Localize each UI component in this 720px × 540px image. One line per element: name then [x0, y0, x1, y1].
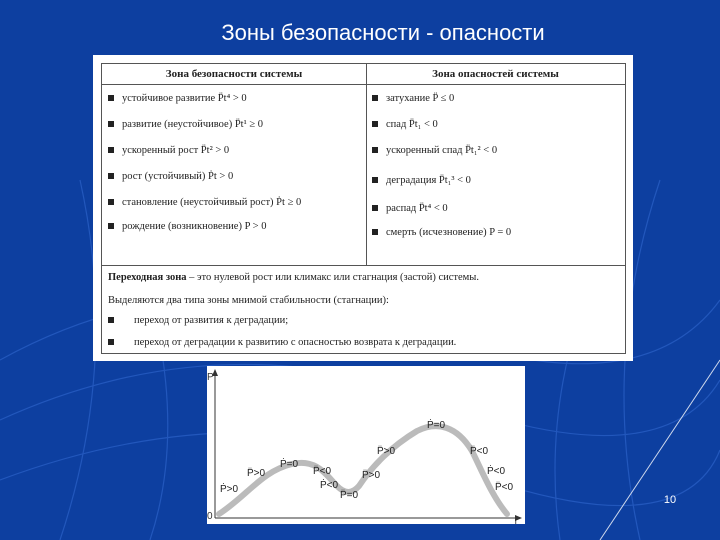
curve-label: P̈=0 [340, 490, 359, 501]
bullet-icon [372, 177, 378, 183]
curve-label: Ṗ<0 [320, 480, 339, 491]
transition-zone-line: Переходная зона – это нулевой рост или климакс или стагнация (застой) системы. [108, 272, 479, 283]
page-number: 10 [663, 494, 677, 506]
curve-label: Ṗ<0 [487, 466, 506, 477]
bullet-icon [108, 223, 114, 229]
safety-item: устойчивое развитие P̈t⁴ > 0 [102, 88, 247, 110]
bullet-icon [108, 317, 114, 323]
curve-label: P̈>0 [247, 468, 266, 479]
table-panel [93, 55, 633, 361]
curve-label: P̈<0 [495, 482, 514, 493]
row-divider [102, 265, 625, 266]
curve-label: Ṗ=0 [280, 459, 299, 470]
y-axis-label: P [207, 372, 214, 383]
header-safety-zone: Зона безопасности системы [102, 64, 366, 85]
safety-item: ускоренный рост P̈t² > 0 [102, 140, 229, 162]
bullet-icon [108, 199, 114, 205]
stability-text: Выделяются два типа зоны мнимой стабильности (стагнации): [108, 295, 389, 306]
safety-item: становление (неустойчивый рост) Ṗt ≥ 0 [102, 192, 301, 214]
bullet-icon [108, 339, 114, 345]
danger-item: ускоренный спад P̈t₁² < 0 [366, 140, 497, 162]
safety-item: рост (устойчивый) Ṗt > 0 [102, 166, 233, 188]
header-danger-zone: Зона опасностей системы [366, 64, 625, 85]
x-axis-label: T [513, 516, 519, 524]
graph-svg [207, 366, 525, 524]
bullet-icon [372, 95, 378, 101]
bullet-icon [372, 147, 378, 153]
curve-label: P̈>0 [377, 446, 396, 457]
curve-label: Ṗ>0 [220, 484, 239, 495]
danger-item: спад P̈t₁ < 0 [366, 114, 438, 136]
origin-label: 0 [207, 511, 213, 522]
safety-item: развитие (неустойчивое) P̈t¹ ≥ 0 [102, 114, 263, 136]
curve-label: P̈<0 [313, 466, 332, 477]
bullet-icon [108, 95, 114, 101]
bullet-icon [372, 121, 378, 127]
stability-item: переход от деградации к развитию с опасностью возврата к деградации. [102, 332, 456, 354]
transition-title: Переходная зона [108, 272, 187, 283]
development-graph [207, 366, 525, 524]
curve-label: P̈>0 [362, 470, 381, 481]
stability-item: переход от развития к деградации; [102, 310, 288, 332]
bullet-icon [108, 147, 114, 153]
safety-table [101, 63, 626, 354]
bullet-icon [108, 173, 114, 179]
bullet-icon [108, 121, 114, 127]
danger-item: распад P̈t⁴ < 0 [366, 198, 448, 220]
safety-item: рождение (возникновение) P > 0 [102, 216, 266, 238]
curve-label: Ṗ=0 [427, 420, 446, 431]
danger-item: затухание P̈ ≤ 0 [366, 88, 454, 110]
bullet-icon [372, 205, 378, 211]
bullet-icon [372, 229, 378, 235]
slide-title: Зоны безопасности - опасности [221, 20, 545, 45]
danger-item: деградация P̈t₁³ < 0 [366, 170, 471, 192]
danger-item: смерть (исчезновение) P = 0 [366, 222, 511, 244]
curve-label: P̈<0 [470, 446, 489, 457]
